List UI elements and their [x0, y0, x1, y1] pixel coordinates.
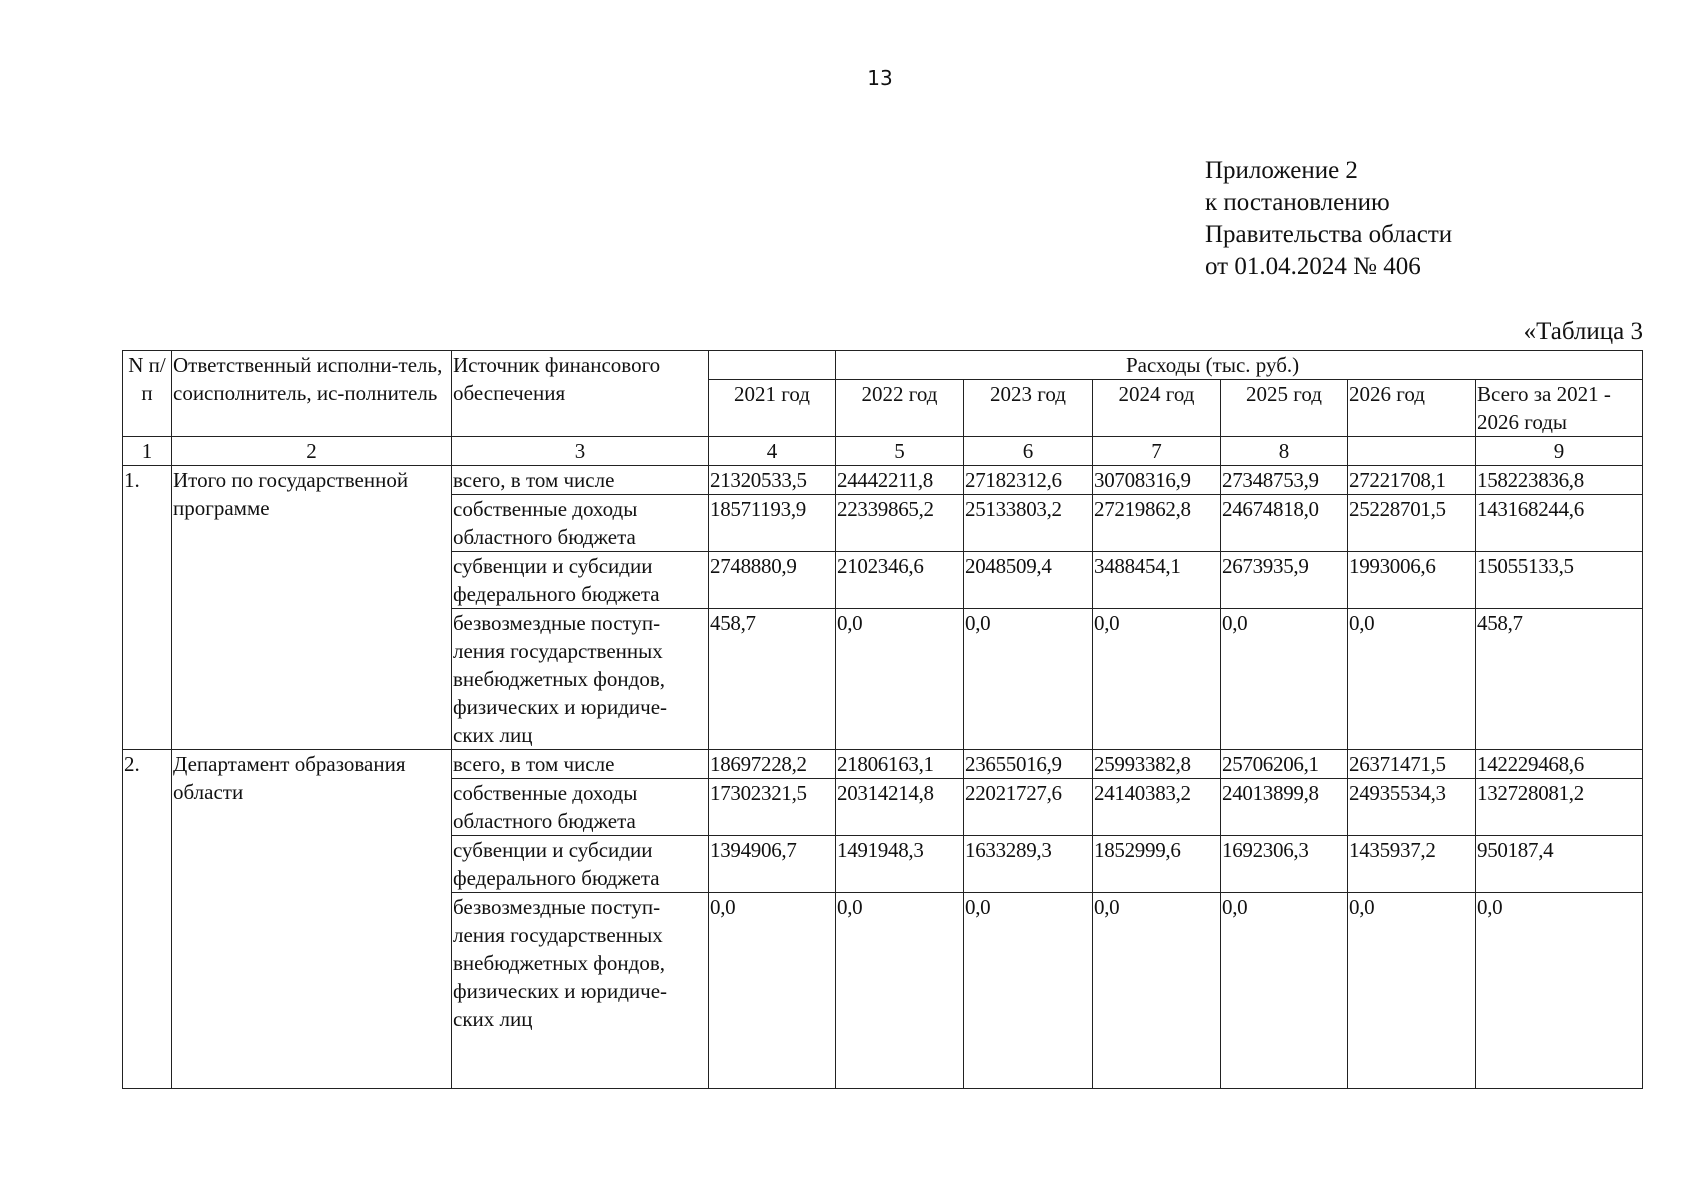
value-cell: 1993006,6: [1348, 552, 1476, 609]
value-cell: 24674818,0: [1221, 495, 1348, 552]
column-index: 8: [1221, 437, 1348, 466]
value-cell: 158223836,8: [1476, 466, 1643, 495]
header-year: 2025 год: [1221, 380, 1348, 437]
row-number: 1.: [123, 466, 172, 750]
value-cell: 1852999,6: [1093, 836, 1221, 893]
header-row: [123, 351, 1643, 380]
row-executor: Департамент образования области: [172, 750, 452, 1089]
value-cell: 22339865,2: [836, 495, 964, 552]
value-cell: 2673935,9: [1221, 552, 1348, 609]
value-cell: 25993382,8: [1093, 750, 1221, 779]
value-cell: 2748880,9: [709, 552, 836, 609]
value-cell: 0,0: [1348, 609, 1476, 750]
header-empty-cell: [709, 351, 836, 380]
budget-table: [122, 350, 1643, 1089]
header-year: 2021 год: [709, 380, 836, 437]
value-cell: 0,0: [1348, 893, 1476, 1089]
column-index: 1: [123, 437, 172, 466]
value-cell: 24140383,2: [1093, 779, 1221, 836]
value-cell: 1394906,7: [709, 836, 836, 893]
value-cell: 458,7: [1476, 609, 1643, 750]
header-year: 2022 год: [836, 380, 964, 437]
value-cell: 142229468,6: [1476, 750, 1643, 779]
row-number: 2.: [123, 750, 172, 1089]
header-year: 2024 год: [1093, 380, 1221, 437]
value-cell: 25706206,1: [1221, 750, 1348, 779]
value-cell: 1491948,3: [836, 836, 964, 893]
value-cell: 27221708,1: [1348, 466, 1476, 495]
row-source: субвенции и субсидии федерального бюджета: [452, 836, 709, 893]
value-cell: 18697228,2: [709, 750, 836, 779]
column-index: 4: [709, 437, 836, 466]
header-year: 2026 год: [1348, 380, 1476, 437]
value-cell: 0,0: [836, 893, 964, 1089]
value-cell: 21806163,1: [836, 750, 964, 779]
appendix-line: от 01.04.2024 № 406: [1205, 253, 1421, 280]
value-cell: 458,7: [709, 609, 836, 750]
value-cell: 1633289,3: [964, 836, 1093, 893]
header-executor: Ответственный исполни-тель, соисполнитель, ис-полнитель: [172, 351, 452, 437]
page-number: 13: [867, 66, 893, 90]
value-cell: 0,0: [1093, 893, 1221, 1089]
value-cell: 132728081,2: [1476, 779, 1643, 836]
column-index: 2: [172, 437, 452, 466]
row-source: безвозмездные поступ-ления государственных внебюджетных фондов, физических и юридиче-ских лиц: [452, 609, 709, 750]
appendix-line: к постановлению: [1205, 189, 1390, 216]
value-cell: 0,0: [1221, 893, 1348, 1089]
row-executor: Итого по государственной программе: [172, 466, 452, 750]
value-cell: 20314214,8: [836, 779, 964, 836]
table-caption: «Таблица 3: [1523, 318, 1643, 345]
header-num: N п/п: [123, 351, 172, 437]
value-cell: 950187,4: [1476, 836, 1643, 893]
value-cell: 30708316,9: [1093, 466, 1221, 495]
header-expenses: Расходы (тыс. руб.): [836, 351, 1643, 380]
value-cell: 3488454,1: [1093, 552, 1221, 609]
value-cell: 27219862,8: [1093, 495, 1221, 552]
value-cell: 24442211,8: [836, 466, 964, 495]
column-index: 7: [1093, 437, 1221, 466]
row-source: собственные доходы областного бюджета: [452, 495, 709, 552]
value-cell: 0,0: [964, 609, 1093, 750]
value-cell: 15055133,5: [1476, 552, 1643, 609]
value-cell: 0,0: [1476, 893, 1643, 1089]
column-index: 6: [964, 437, 1093, 466]
value-cell: 23655016,9: [964, 750, 1093, 779]
value-cell: 18571193,9: [709, 495, 836, 552]
value-cell: 0,0: [836, 609, 964, 750]
column-index: 9: [1476, 437, 1643, 466]
row-source: субвенции и субсидии федерального бюджета: [452, 552, 709, 609]
value-cell: 27182312,6: [964, 466, 1093, 495]
value-cell: 25133803,2: [964, 495, 1093, 552]
header-total: Всего за 2021 - 2026 годы: [1476, 380, 1643, 437]
table-row: [123, 750, 1643, 779]
value-cell: 25228701,5: [1348, 495, 1476, 552]
value-cell: 0,0: [1093, 609, 1221, 750]
value-cell: 21320533,5: [709, 466, 836, 495]
row-source: безвозмездные поступ-ления государственных внебюджетных фондов, физических и юридиче-ских лиц: [452, 893, 709, 1089]
row-source: собственные доходы областного бюджета: [452, 779, 709, 836]
value-cell: 1435937,2: [1348, 836, 1476, 893]
row-source: всего, в том числе: [452, 466, 709, 495]
value-cell: 2048509,4: [964, 552, 1093, 609]
value-cell: 27348753,9: [1221, 466, 1348, 495]
column-index: 5: [836, 437, 964, 466]
column-index-row: [123, 437, 1643, 466]
appendix-line: Приложение 2: [1205, 157, 1358, 184]
value-cell: 24935534,3: [1348, 779, 1476, 836]
row-source: всего, в том числе: [452, 750, 709, 779]
appendix-block: [1205, 155, 1452, 283]
value-cell: 0,0: [709, 893, 836, 1089]
value-cell: 17302321,5: [709, 779, 836, 836]
header-source: Источник финансового обеспечения: [452, 351, 709, 437]
value-cell: 0,0: [964, 893, 1093, 1089]
column-index: 3: [452, 437, 709, 466]
appendix-line: Правительства области: [1205, 221, 1453, 248]
value-cell: 1692306,3: [1221, 836, 1348, 893]
value-cell: 0,0: [1221, 609, 1348, 750]
value-cell: 24013899,8: [1221, 779, 1348, 836]
value-cell: 26371471,5: [1348, 750, 1476, 779]
value-cell: 22021727,6: [964, 779, 1093, 836]
value-cell: 143168244,6: [1476, 495, 1643, 552]
header-year: 2023 год: [964, 380, 1093, 437]
table-row: [123, 466, 1643, 495]
column-index: [1348, 437, 1476, 466]
value-cell: 2102346,6: [836, 552, 964, 609]
